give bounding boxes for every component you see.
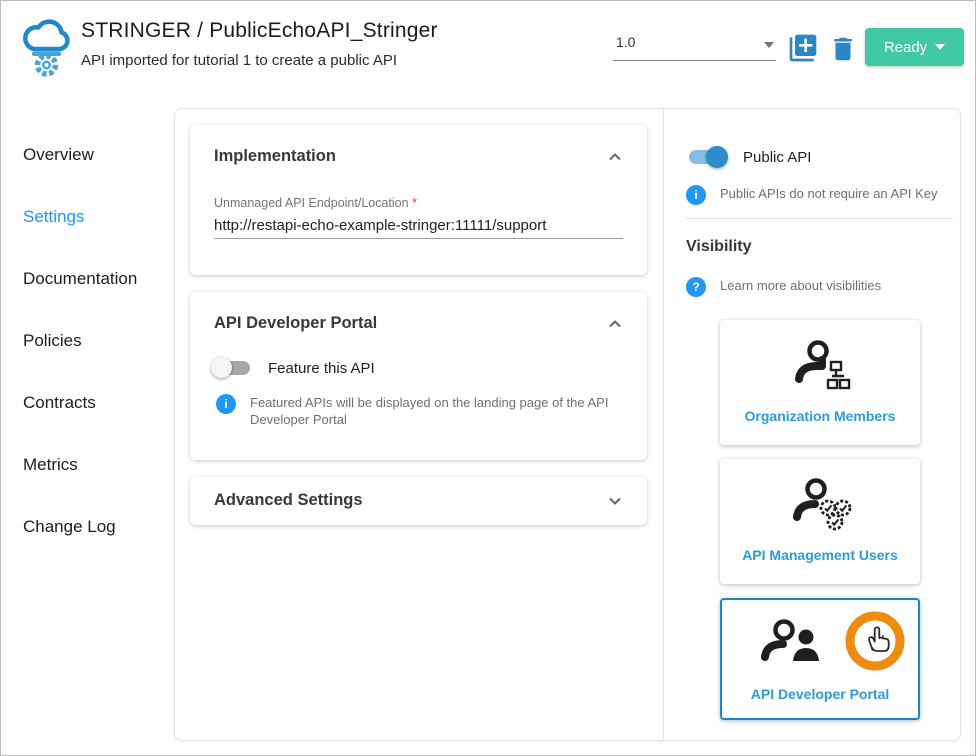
toggle-knob (706, 146, 728, 168)
sidebar-item-metrics[interactable]: Metrics (23, 455, 78, 474)
endpoint-input[interactable] (214, 213, 623, 239)
toggle-knob (211, 357, 232, 378)
section-nav (23, 145, 163, 579)
advanced-settings-card[interactable] (190, 477, 647, 525)
section-divider (686, 218, 953, 219)
required-marker: * (412, 196, 417, 210)
feature-api-toggle[interactable] (214, 361, 250, 375)
status-ready-label: Ready (883, 38, 928, 56)
public-api-row (689, 145, 811, 169)
trash-icon (828, 33, 858, 65)
info-icon: i (686, 185, 706, 205)
delete-api-button[interactable] (828, 33, 860, 67)
create-version-button[interactable] (787, 32, 819, 66)
visibility-card-api-management-users[interactable] (720, 459, 920, 584)
help-icon: ? (686, 277, 706, 297)
public-api-info (686, 185, 956, 205)
endpoint-field-label: Unmanaged API Endpoint/Location * (214, 196, 417, 210)
version-select[interactable] (613, 30, 776, 61)
sidebar-item-contracts[interactable]: Contracts (23, 393, 96, 412)
library-add-icon (787, 32, 819, 64)
implementation-title: Implementation (214, 147, 336, 165)
developer-portal-title: API Developer Portal (214, 314, 378, 332)
sidebar-item-changelog[interactable]: Change Log (23, 517, 116, 536)
advanced-settings-title: Advanced Settings (214, 491, 363, 509)
cloud-gear-logo-icon (17, 16, 75, 78)
visibility-card-label: API Management Users (742, 547, 898, 563)
settings-panel (174, 108, 961, 741)
page-subtitle: API imported for tutorial 1 to create a public API (81, 52, 397, 69)
version-value: 1.0 (616, 34, 636, 50)
featured-api-info (216, 394, 616, 428)
person-gears-icon (720, 475, 920, 535)
sidebar-item-overview[interactable]: Overview (23, 145, 94, 164)
visibility-card-organization-members[interactable] (720, 320, 920, 445)
info-icon: i (216, 394, 236, 414)
click-pointer-indicator-icon (842, 608, 908, 674)
visibility-card-label: Organization Members (744, 408, 896, 424)
visibility-card-api-developer-portal[interactable] (720, 598, 920, 720)
feature-api-row (214, 356, 375, 380)
chevron-down-icon (764, 42, 774, 48)
person-orgchart-icon (720, 336, 920, 396)
panel-divider (663, 109, 664, 740)
public-api-info-text: Public APIs do not require an API Key (720, 186, 938, 201)
developer-portal-card (190, 292, 647, 460)
sidebar-item-settings[interactable]: Settings (23, 207, 85, 226)
sidebar-item-documentation[interactable]: Documentation (23, 269, 138, 288)
featured-api-info-text: Featured APIs will be displayed on the landing page of the API Developer Portal (250, 395, 609, 427)
visibility-heading: Visibility (686, 238, 752, 255)
chevron-down-icon (935, 44, 945, 50)
page-title: STRINGER / PublicEchoAPI_Stringer (81, 19, 438, 42)
feature-api-label: Feature this API (268, 359, 375, 377)
chevron-up-icon[interactable] (603, 312, 627, 336)
public-api-label: Public API (743, 148, 812, 166)
public-api-toggle[interactable] (689, 150, 725, 164)
implementation-card (190, 125, 647, 275)
chevron-up-icon[interactable] (603, 145, 627, 169)
visibility-help-text: Learn more about visibilities (720, 278, 882, 293)
chevron-down-icon[interactable] (603, 489, 627, 513)
sidebar-item-policies[interactable]: Policies (23, 331, 82, 350)
visibility-help-row[interactable] (686, 277, 956, 297)
visibility-column (680, 109, 962, 740)
visibility-card-label: API Developer Portal (750, 686, 890, 702)
status-ready-button[interactable] (865, 28, 964, 66)
